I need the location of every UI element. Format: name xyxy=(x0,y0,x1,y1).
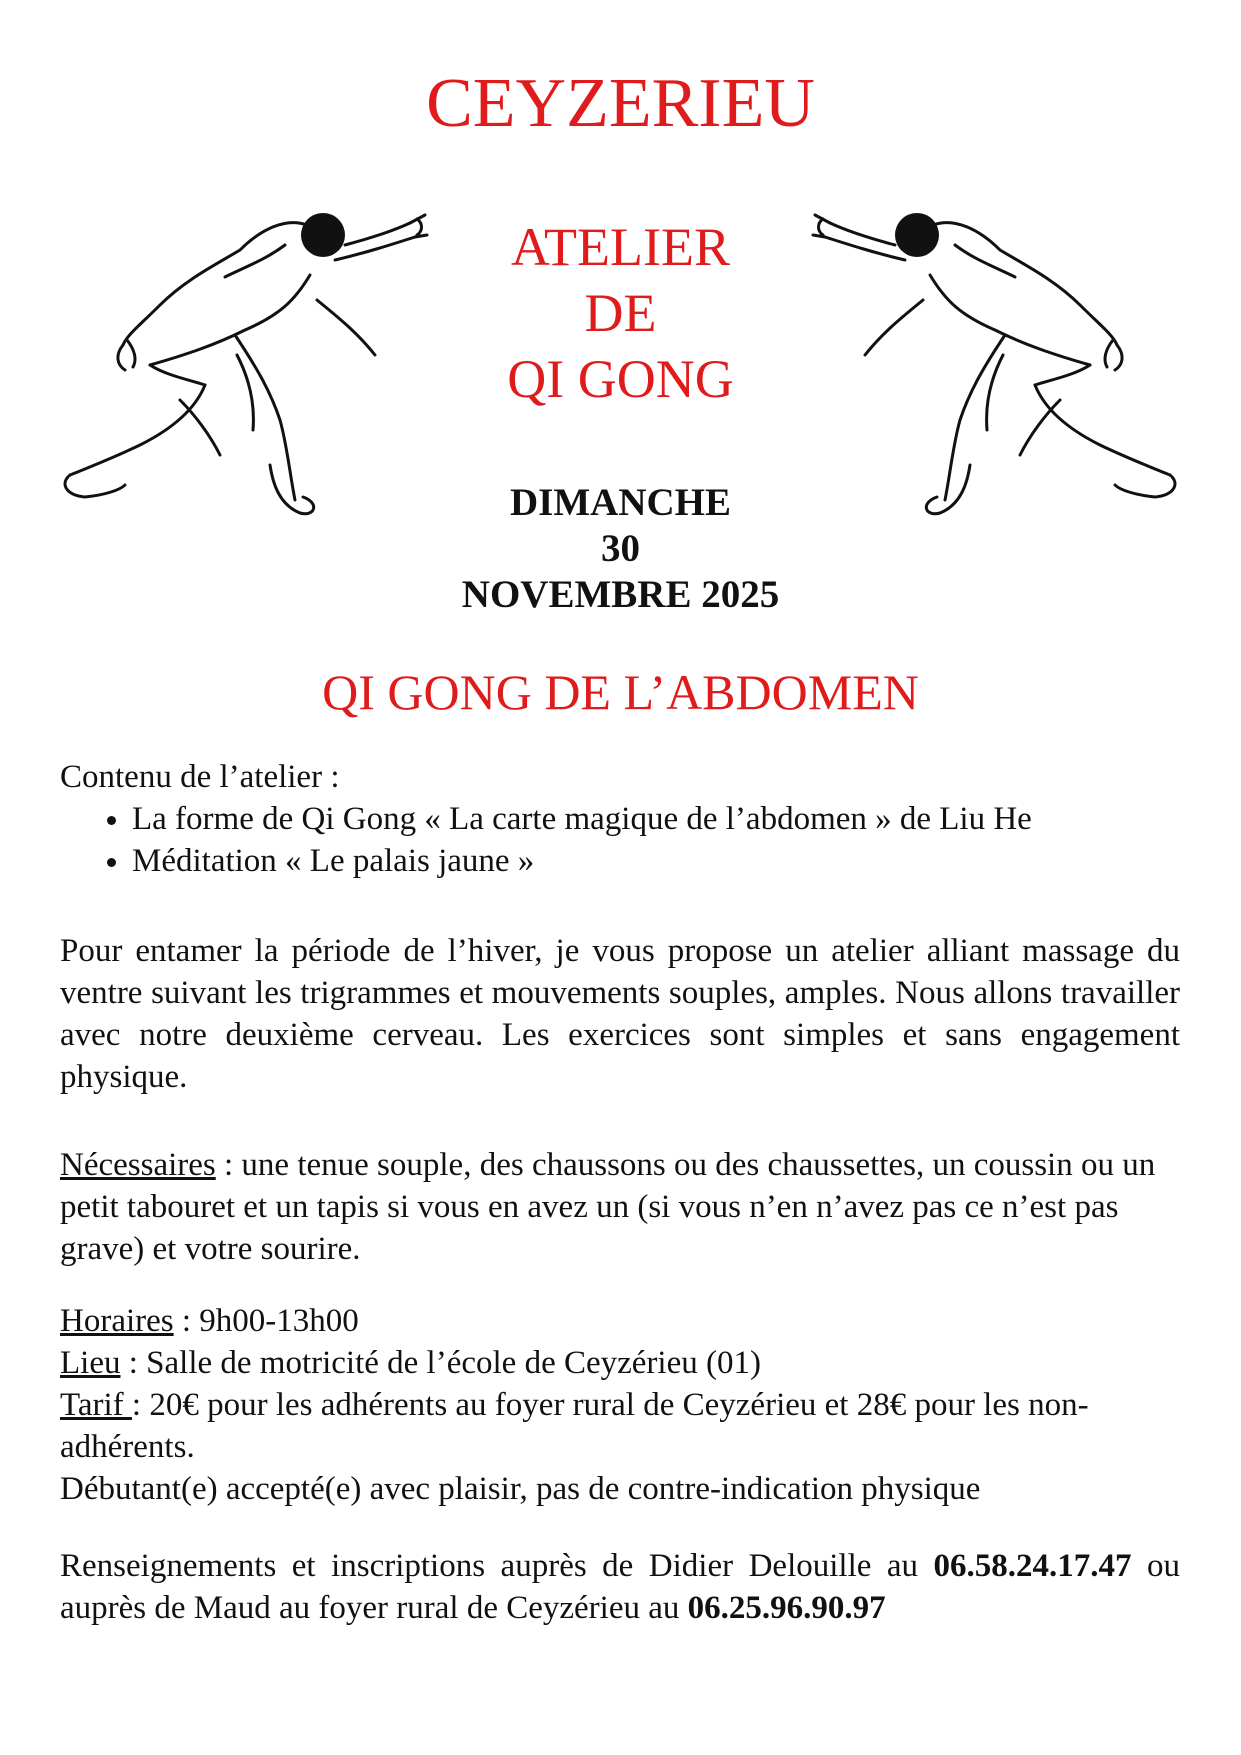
phone-maud: 06.25.96.90.97 xyxy=(687,1590,886,1626)
contact-text-1: Renseignements et inscriptions auprès de Didier Delouille au xyxy=(60,1548,934,1584)
price-label: Tarif xyxy=(60,1387,132,1423)
place-text: : Salle de motricité de l’école de Ceyzérieu (01) xyxy=(120,1345,761,1381)
atelier-title xyxy=(0,214,1241,412)
price-line xyxy=(60,1384,1180,1468)
list-item: • La forme de Qi Gong « La carte magique de l’abdomen » de Liu He xyxy=(132,798,1180,840)
date-month-year: NOVEMBRE 2025 xyxy=(461,573,780,616)
contact-text-2: ou auprès de Maud au foyer rural de Ceyzérieu au xyxy=(60,1548,1181,1626)
needs-section xyxy=(60,1144,1180,1270)
contact-paragraph xyxy=(60,1545,1180,1629)
contents-section xyxy=(60,756,1180,882)
date-day: DIMANCHE xyxy=(510,481,731,524)
atelier-line: ATELIER xyxy=(511,217,730,277)
hours-text: : 9h00-13h00 xyxy=(173,1303,359,1339)
hours-label: Horaires xyxy=(60,1303,174,1339)
list-item: • Méditation « Le palais jaune » xyxy=(132,840,1180,882)
place-line xyxy=(60,1342,1180,1384)
town-title: CEYZERIEU xyxy=(426,65,815,142)
practical-info xyxy=(60,1300,1180,1510)
hours-line xyxy=(60,1300,1180,1342)
date-number: 30 xyxy=(601,527,640,570)
event-date xyxy=(0,480,1241,618)
description-paragraph: Pour entamer la période de l’hiver, je vous propose un atelier alliant massage du ventre suivant les trigrammes et mouvements souples, amples. Nous allons travailler avec notre deuxième cerveau. Les exercices sont simples et sans engagement physique. xyxy=(60,933,1180,1095)
atelier-line: DE xyxy=(584,283,657,343)
needs-label: Nécessaires xyxy=(60,1147,216,1183)
contents-heading: Contenu de l’atelier : xyxy=(60,759,340,795)
price-text: : 20€ pour les adhérents au foyer rural de Ceyzérieu et 28€ pour les non-adhérents. xyxy=(60,1387,1089,1465)
contents-list xyxy=(60,798,1180,882)
place-label: Lieu xyxy=(60,1345,121,1381)
needs-text: : une tenue souple, des chaussons ou des chaussettes, un coussin ou un petit tabouret et un tapis si vous en avez un (si vous n’en n’avez pas ce n’est pas grave) et votre sourire. xyxy=(60,1147,1156,1267)
phone-didier: 06.58.24.17.47 xyxy=(933,1548,1132,1584)
workshop-subtitle: QI GONG DE L’ABDOMEN xyxy=(322,664,919,720)
beginners-line: Débutant(e) accepté(e) avec plaisir, pas de contre-indication physique xyxy=(60,1471,981,1507)
atelier-line: QI GONG xyxy=(507,349,734,409)
